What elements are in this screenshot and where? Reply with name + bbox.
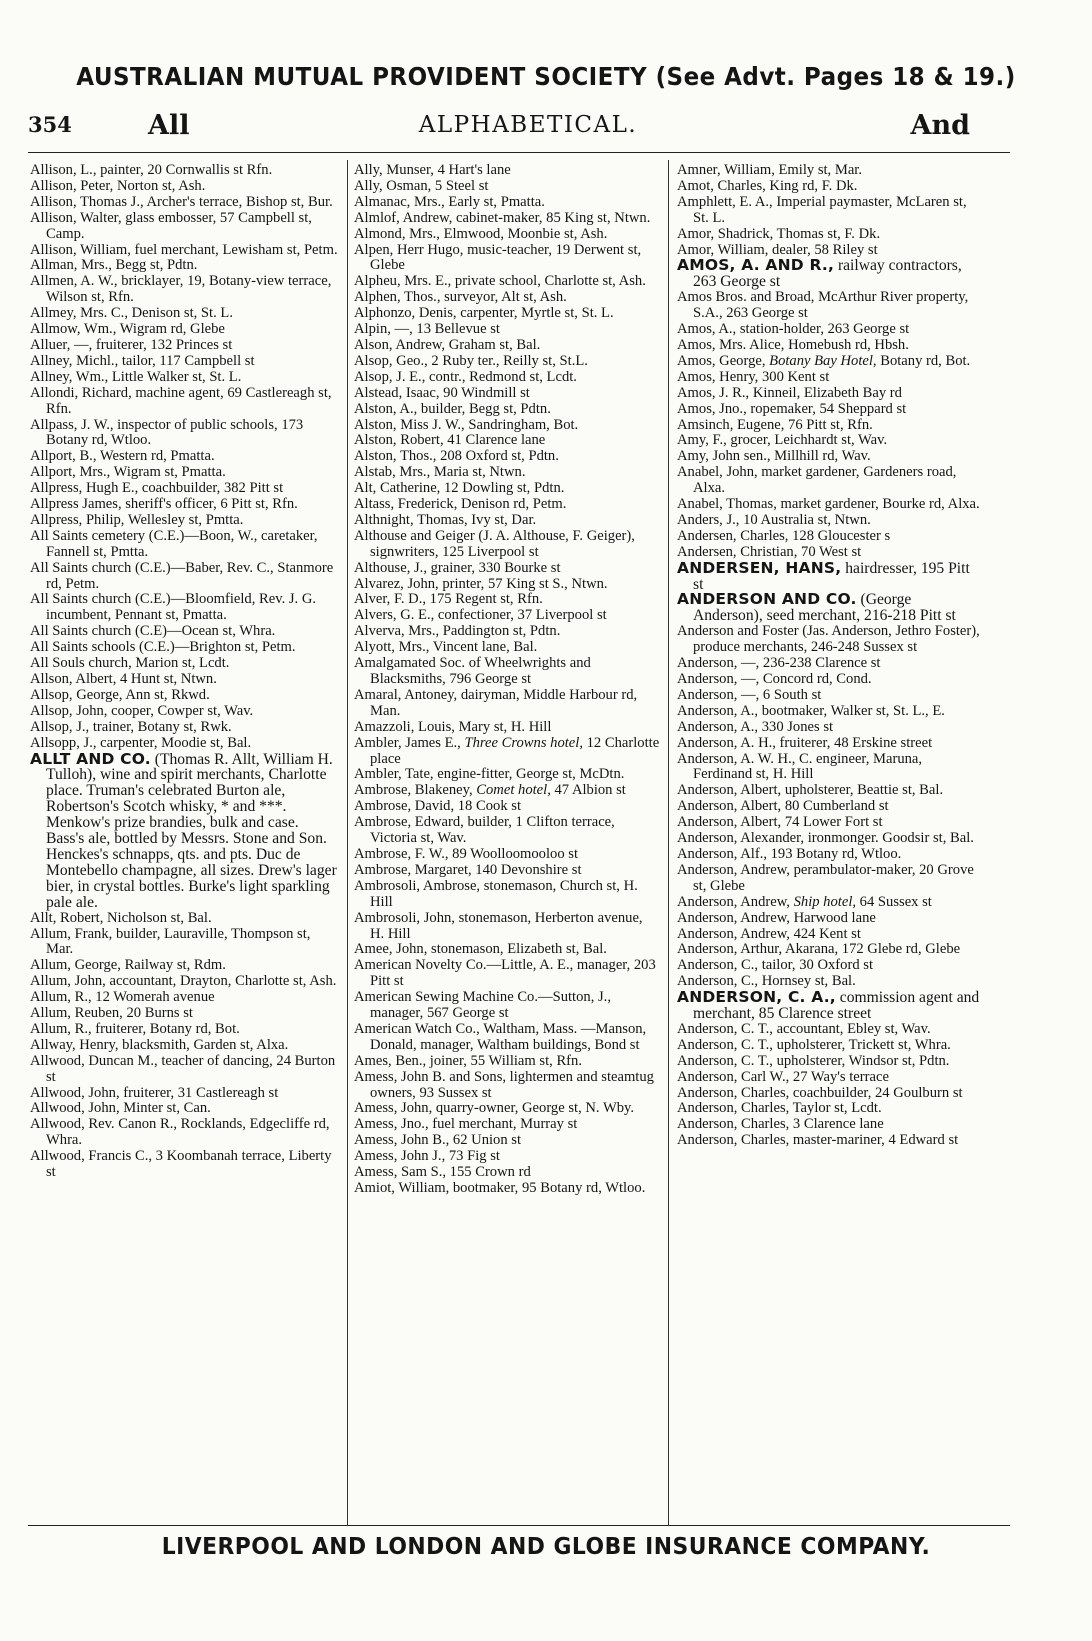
directory-entry: Alston, A., builder, Begg st, Pdtn. [354,400,551,417]
entry-text: Amos, George, [677,352,770,369]
directory-entry: Anderson, A. W. H., C. engineer, Maruna, Ferdinand st, H. Hill [677,750,923,783]
directory-entry: Allpass, J. W., inspector of public schools, 173 Botany rd, Wtloo. [30,416,304,449]
directory-entry: Ames, Ben., joiner, 55 William st, Rfn. [354,1052,582,1069]
directory-entry: American Sewing Machine Co.—Sutton, J., manager, 567 George st [354,989,611,1022]
directory-entry: Ambrosoli, John, stonemason, Herberton avenue, H. Hill [354,909,643,942]
directory-entry: Amess, John B., 62 Union st [354,1132,522,1149]
directory-entry: Ambrosoli, Ambrose, stonemason, Church st, H. Hill [354,877,638,910]
directory-entry: All Souls church, Marion st, Lcdt. [30,655,230,672]
directory-entry: Anabel, Thomas, market gardener, Bourke rd, Alxa. [677,496,980,513]
column-divider-2 [668,160,669,1525]
directory-entry: Alphen, Thos., surveyor, Alt st, Ash. [354,289,567,306]
directory-entry: Anderson, Charles, master-mariner, 4 Edward st [677,1132,959,1149]
directory-entry: Amee, John, stonemason, Elizabeth st, Bal. [354,941,607,958]
directory-entry: Allmow, Wm., Wigram rd, Glebe [30,321,225,338]
entry-text: Ambler, James E., [354,734,465,751]
page-number: 354 [28,112,72,137]
directory-entry: Altass, Frederick, Denison rd, Petm. [354,496,567,513]
directory-entry: Allwood, Rev. Canon R., Rocklands, Edgecliffe rd, Whra. [30,1116,330,1149]
directory-entry: Allum, R., fruiterer, Botany rd, Bot. [30,1020,240,1037]
directory-entry: Ambler, Tate, engine-fitter, George st, McDtn. [354,766,625,783]
directory-entry: Allney, Wm., Little Walker st, St. L. [30,368,242,385]
directory-entry: Allpress James, sheriff's officer, 6 Pitt st, Rfn. [30,496,298,513]
entry-text: (Thomas R. Allt, William H. Tulloh), wine and spirit merchants, Charlotte place. Truman's celebrated Burton ale, Robertson's Scotch whisky, * and ***. Menkow's prize brandies, bulk and case. Bass's ale, bottled by Messrs. Stone and Son. Henckes's schnapps, qts. and pts. Duc de Montebello champagne, all sizes. Drew's lager bier, in crystal bottles. Burke's light sparkling pale ale. [46,750,337,911]
directory-entry: Alvers, G. E., confectioner, 37 Liverpool st [354,607,607,624]
directory-entry: Allsopp, J., carpenter, Moodie st, Bal. [30,734,252,751]
directory-entry: Anderson, —, 6 South st [677,686,822,703]
directory-entry: Alpin, —, 13 Bellevue st [354,321,500,338]
column-3 [677,163,983,1149]
entry-text: commission agent and merchant, 85 Clarence street [693,989,980,1023]
entry-text: 64 Sussex st [856,893,932,910]
directory-entry: Alt, Catherine, 12 Dowling st, Pdtn. [354,480,565,497]
directory-entry: Amess, John, quarry-owner, George st, N. Wby. [354,1100,635,1117]
directory-entry: Anderson, A., bootmaker, Walker st, St. L., E. [677,702,945,719]
entry-text: Botany rd, Bot. [876,352,971,369]
directory-entry: Alver, F. D., 175 Regent st, Rfn. [354,591,543,608]
directory-entry: Anderson, Andrew, 424 Kent st [677,925,861,942]
footer-rule [28,1525,1010,1526]
directory-entry: American Watch Co., Waltham, Mass. —Manson, Donald, manager, Waltham buildings, Bond st [354,1020,647,1053]
directory-entry: Amos, Jno., ropemaker, 54 Sheppard st [677,400,907,417]
directory-entry: American Novelty Co.—Little, A. E., manager, 203 Pitt st [354,957,656,990]
directory-entry: Alstead, Isaac, 90 Windmill st [354,384,530,401]
entry-hotel-name: Comet hotel, [476,782,551,799]
directory-entry: Anderson, C., tailor, 30 Oxford st [677,957,874,974]
directory-entry: Allport, Mrs., Wigram st, Pmatta. [30,464,226,481]
directory-entry: Allmey, Mrs. C., Denison st, St. L. [30,305,233,322]
directory-entry: Allum, John, accountant, Drayton, Charlotte st, Ash. [30,973,337,990]
directory-entry: Almlof, Andrew, cabinet-maker, 85 King st, Ntwn. [354,209,651,226]
directory-entry: Amess, John B. and Sons, lightermen and steamtug owners, 93 Sussex st [354,1068,654,1101]
directory-entry: Anderson and Foster (Jas. Anderson, Jethro Foster), produce merchants, 246-248 Sussex st [677,623,980,656]
directory-entry: Allport, B., Western rd, Pmatta. [30,448,215,465]
directory-entry [677,592,983,624]
directory-entry: Amess, Sam S., 155 Crown rd [354,1164,531,1181]
directory-entry: Amaral, Antoney, dairyman, Middle Harbour rd, Man. [354,686,638,719]
directory-entry: Allum, Frank, builder, Lauraville, Thompson st, Mar. [30,925,311,958]
directory-entry: Alstab, Mrs., Maria st, Ntwn. [354,464,526,481]
directory-entry: Amot, Charles, King rd, F. Dk. [677,177,858,194]
directory-entry: Allsop, J., trainer, Botany st, Rwk. [30,718,232,735]
directory-entry: Anderson, C. T., upholsterer, Windsor st, Pdtn. [677,1052,950,1069]
directory-entry: Alvarez, John, printer, 57 King st S., Ntwn. [354,575,608,592]
directory-entry: Alpheu, Mrs. E., private school, Charlotte st, Ash. [354,273,646,290]
entry-text: 12 Charlotte place [370,734,660,767]
directory-entry: Almanac, Mrs., Early st, Pmatta. [354,193,545,210]
directory-entry: Alsop, J. E., contr., Redmond st, Lcdt. [354,368,577,385]
directory-entry: Amos Bros. and Broad, McArthur River property, S.A., 263 George st [677,289,969,322]
directory-entry: Allmen, A. W., bricklayer, 19, Botany-view terrace, Wilson st, Rfn. [30,273,332,306]
directory-entry: Allison, L., painter, 20 Cornwallis st Rfn. [30,162,273,178]
directory-entry: Allpress, Philip, Wellesley st, Pmtta. [30,511,244,528]
footer-advertisement: LIVERPOOL AND LONDON AND GLOBE INSURANCE COMPANY. [161,1534,931,1560]
entry-text: (George Anderson), seed merchant, 216-218 Pitt st [693,591,956,625]
directory-entry: Anabel, John, market gardener, Gardeners road, Alxa. [677,464,957,497]
directory-entry: Anderson, Carl W., 27 Way's terrace [677,1068,889,1085]
directory-entry: Anderson, C., Hornsey st, Bal. [677,973,856,990]
directory-entry: Amalgamated Soc. of Wheelwrights and Blacksmiths, 796 George st [354,655,591,687]
directory-entry: Amiot, William, bootmaker, 95 Botany rd, Wtloo. [354,1180,646,1196]
directory-entry: Allondi, Richard, machine agent, 69 Castlereagh st, Rfn. [30,384,332,417]
directory-entry: Anderson, —, 236-238 Clarence st [677,655,881,672]
directory-entry [677,558,983,593]
entry-name-bold: ANDERSEN, HANS, [677,558,842,577]
entry-name-bold: ANDERSON, C. A., [677,988,836,1007]
directory-entry: Allwood, John, Minter st, Can. [30,1100,211,1117]
directory-entry [677,895,983,911]
directory-entry: Anderson, Andrew, Harwood lane [677,909,876,926]
directory-entry: Allt, Robert, Nicholson st, Bal. [30,909,212,926]
directory-entry: Amess, Jno., fuel merchant, Murray st [354,1116,578,1133]
directory-entry: All Saints church (C.E.)—Baber, Rev. C., Stanmore rd, Petm. [30,559,334,592]
directory-entry: Anderson, Arthur, Akarana, 172 Glebe rd, Glebe [677,941,961,958]
directory-entry: Allison, Peter, Norton st, Ash. [30,177,206,194]
entry-text: 47 Albion st [550,782,626,799]
directory-entry: Ambrose, David, 18 Cook st [354,798,522,815]
directory-entry: Amy, F., grocer, Leichhardt st, Wav. [677,432,888,449]
directory-entry [677,258,983,290]
directory-entry: Ambrose, F. W., 89 Woolloomooloo st [354,845,579,862]
directory-entry: All Saints church (C.E)—Ocean st, Whra. [30,623,276,640]
directory-entry: Anderson, C. T., accountant, Ebley st, Wav. [677,1020,931,1037]
directory-entry: Allney, Michl., tailor, 117 Campbell st [30,352,255,369]
directory-entry: Althnight, Thomas, Ivy st, Dar. [354,511,537,528]
directory-entry: Alsop, Geo., 2 Ruby ter., Reilly st, St.L. [354,352,588,369]
directory-entry: Allway, Henry, blacksmith, Garden st, Alxa. [30,1036,289,1053]
directory-entry: Allum, Reuben, 20 Burns st [30,1005,193,1022]
directory-entry: Allwood, Francis C., 3 Koombanah terrace, Liberty st [30,1148,332,1181]
column-1 [30,163,340,1181]
directory-entry: Allum, R., 12 Womerah avenue [30,989,215,1006]
directory-entry: Allson, Albert, 4 Hunt st, Ntwn. [30,671,217,687]
directory-entry: Alluer, —, fruiterer, 132 Princes st [30,336,233,353]
directory-entry: Allsop, John, cooper, Cowper st, Wav. [30,702,254,719]
entry-hotel-name: Three Crowns hotel, [464,734,583,751]
directory-entry: Allum, George, Railway st, Rdm. [30,957,226,974]
directory-entry: All Saints schools (C.E.)—Brighton st, Petm. [30,639,296,656]
directory-entry: Amy, John sen., Millhill rd, Wav. [677,448,871,465]
directory-entry: Almond, Mrs., Elmwood, Moonbie st, Ash. [354,225,608,242]
directory-entry: Anderson, Albert, 74 Lower Fort st [677,814,883,831]
directory-entry: Althouse and Geiger (J. A. Althouse, F. Geiger), signwriters, 125 Liverpool st [354,527,635,560]
column-2 [354,163,660,1197]
directory-entry: Ambrose, Edward, builder, 1 Clifton terrace, Victoria st, Wav. [354,814,615,847]
directory-entry: Anderson, Alexander, ironmonger. Goodsir st, Bal. [677,830,974,847]
directory-entry: Alston, Thos., 208 Oxford st, Pdtn. [354,448,559,465]
column-divider-1 [347,160,348,1525]
directory-entry: Amos, Henry, 300 Kent st [677,368,830,385]
entry-hotel-name: Ship hotel, [793,893,857,910]
directory-entry: Anderson, Charles, coachbuilder, 24 Goulburn st [677,1084,963,1101]
directory-entry: Anderson, A. H., fruiterer, 48 Erskine street [677,734,933,751]
directory-entry: Allpress, Hugh E., coachbuilder, 382 Pitt st [30,480,284,497]
header-rule [28,152,1010,153]
directory-entry: Anderson, Albert, 80 Cumberland st [677,798,889,815]
directory-entry: Alson, Andrew, Graham st, Bal. [354,336,541,353]
directory-entry: Althouse, J., grainer, 330 Bourke st [354,559,561,576]
banner-advertisement: AUSTRALIAN MUTUAL PROVIDENT SOCIETY (See Advt. Pages 18 & 19.) [76,62,1016,91]
directory-entry: Amor, William, dealer, 58 Riley st [677,241,878,258]
directory-entry: Anders, J., 10 Australia st, Ntwn. [677,511,871,528]
directory-entry: Allison, William, fuel merchant, Lewisham st, Petm. [30,241,338,258]
directory-entry: Amsinch, Eugene, 76 Pitt st, Rfn. [677,416,873,433]
directory-entry: Allwood, Duncan M., teacher of dancing, 24 Burton st [30,1052,336,1085]
directory-entry: Amos, Mrs. Alice, Homebush rd, Hbsh. [677,336,909,353]
directory-entry: Anderson, Andrew, perambulator-maker, 20 Grove st, Glebe [677,861,974,894]
directory-entry: Ally, Munser, 4 Hart's lane [354,162,511,178]
first-guide-word: All [148,110,190,141]
directory-entry: Andersen, Christian, 70 West st [677,543,862,560]
directory-entry: Amner, William, Emily st, Mar. [677,162,863,178]
directory-entry [677,990,983,1022]
directory-entry: Ambrose, Margaret, 140 Devonshire st [354,861,582,878]
directory-entry [30,749,340,911]
entry-text: Anderson, Andrew, [677,893,794,910]
directory-entry [354,783,660,799]
entry-name-bold: AMOS, A. AND R., [677,256,835,275]
directory-entry: Amazzoli, Louis, Mary st, H. Hill [354,718,552,735]
directory-entry: Amphlett, E. A., Imperial paymaster, McLaren st, St. L. [677,193,967,226]
entry-text: Ambrose, Blakeney, [354,782,477,799]
entry-name-bold: ANDERSON AND CO. [677,590,857,609]
directory-entry: Alverva, Mrs., Paddington st, Pdtn. [354,623,561,640]
directory-entry: All Saints church (C.E.)—Bloomfield, Rev. J. G. incumbent, Pennant st, Pmatta. [30,591,317,624]
directory-entry: Amos, J. R., Kinneil, Elizabeth Bay rd [677,384,902,401]
directory-entry: All Saints cemetery (C.E.)—Boon, W., caretaker, Fannell st, Pmtta. [30,527,318,560]
directory-entry: Amor, Shadrick, Thomas st, F. Dk. [677,225,881,242]
directory-entry: Anderson, Charles, 3 Clarence lane [677,1116,884,1133]
directory-entry: Amess, John J., 73 Fig st [354,1148,500,1165]
directory-entry: Alston, Robert, 41 Clarence lane [354,432,546,449]
directory-entry: Anderson, Alf., 193 Botany rd, Wtloo. [677,845,902,862]
directory-entry: Andersen, Charles, 128 Gloucester s [677,527,891,544]
last-guide-word: And [910,110,970,141]
directory-entry [354,736,660,768]
directory-entry: Allwood, John, fruiterer, 31 Castlereagh st [30,1084,279,1101]
entry-text: hairdresser, 195 Pitt st [693,559,970,593]
directory-entry: Anderson, A., 330 Jones st [677,718,834,735]
directory-entry: Alpen, Herr Hugo, music-teacher, 19 Derwent st, Glebe [354,241,642,274]
entry-hotel-name: Botany Bay Hotel, [769,352,877,369]
directory-entry: Anderson, Albert, upholsterer, Beattie st, Bal. [677,782,944,799]
page-header [28,112,1028,152]
directory-entry [677,354,983,370]
directory-entry: Anderson, —, Concord rd, Cond. [677,671,872,687]
page-title: ALPHABETICAL. [418,112,638,138]
directory-entry: Ally, Osman, 5 Steel st [354,177,489,194]
directory-entry: Amos, A., station-holder, 263 George st [677,321,910,338]
directory-entry: Anderson, C. T., upholsterer, Trickett st, Whra. [677,1036,951,1053]
directory-entry: Alston, Miss J. W., Sandringham, Bot. [354,416,579,433]
entry-name-bold: ALLT AND CO. [30,749,151,768]
entry-text: railway contractors, 263 George st [693,257,962,291]
directory-entry: Anderson, Charles, Taylor st, Lcdt. [677,1100,882,1117]
directory-entry: Allman, Mrs., Begg st, Pdtn. [30,257,198,274]
directory-entry: Allsop, George, Ann st, Rkwd. [30,686,210,703]
directory-entry: Alphonzo, Denis, carpenter, Myrtle st, St. L. [354,305,614,322]
directory-entry: Allison, Walter, glass embosser, 57 Campbell st, Camp. [30,209,312,242]
directory-entry: Alyott, Mrs., Vincent lane, Bal. [354,639,538,656]
directory-entry: Allison, Thomas J., Archer's terrace, Bishop st, Bur. [30,193,333,210]
